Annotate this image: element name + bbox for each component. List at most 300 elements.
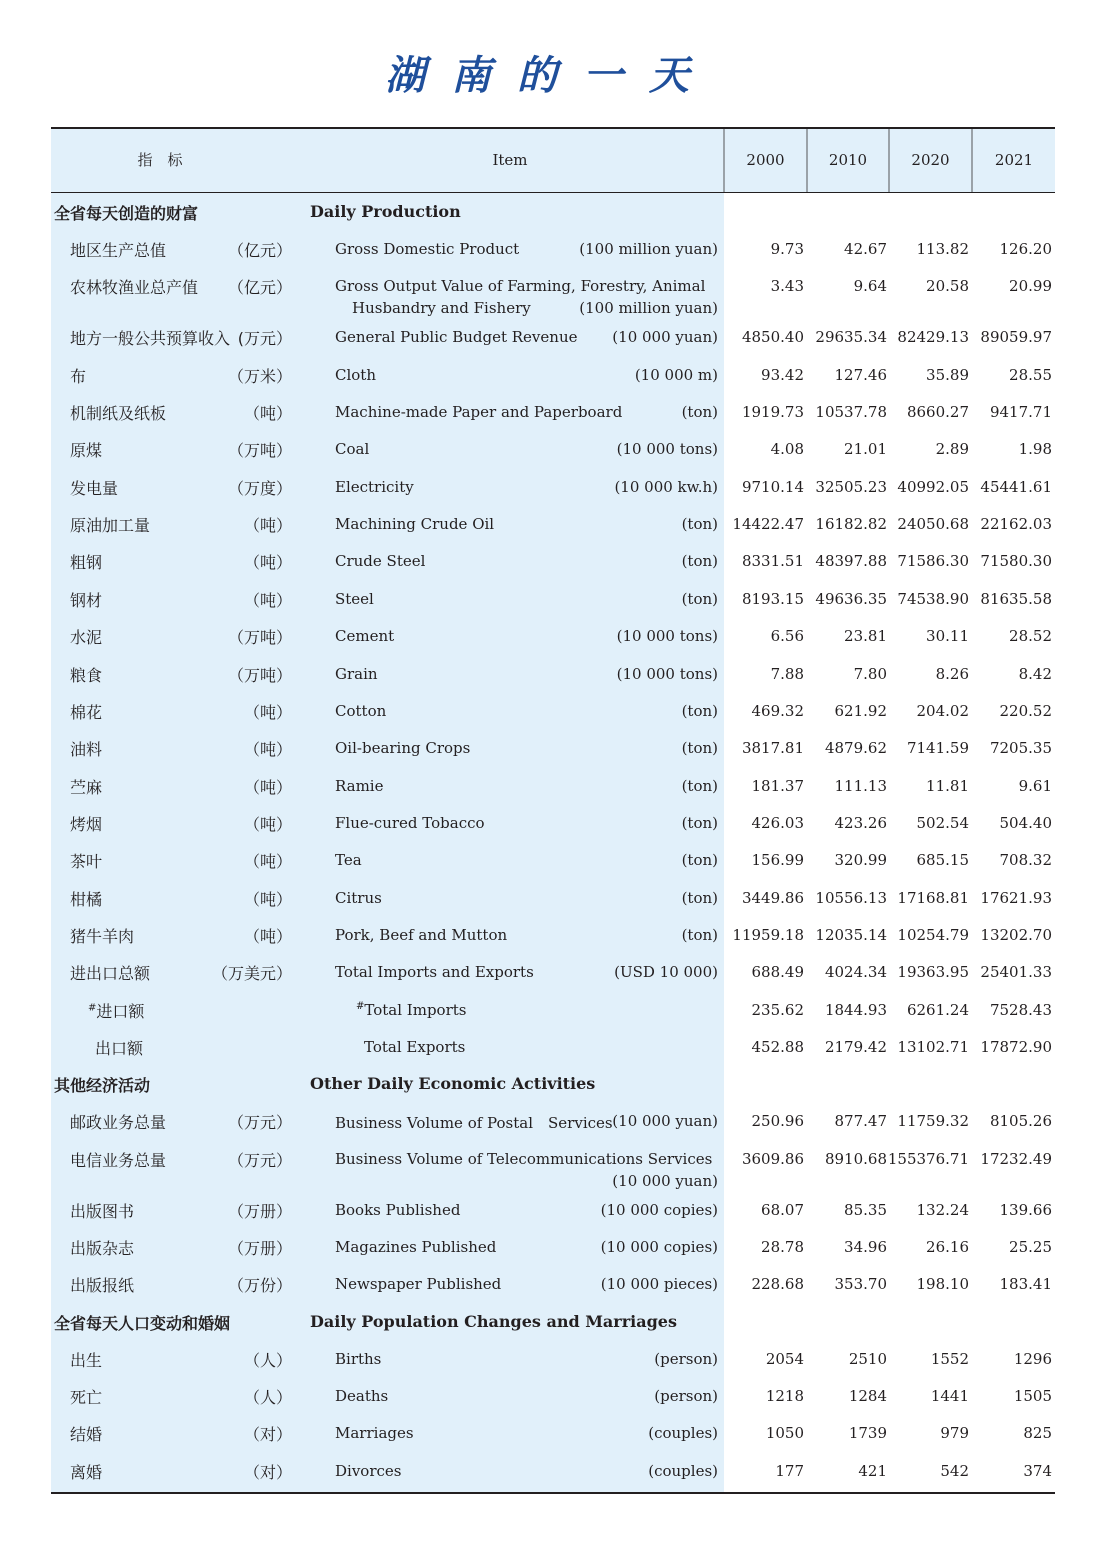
table-row — [0, 356, 1100, 393]
item-en-unit: (10 000 copies) — [600, 1238, 718, 1257]
indicator-cn-label: 发电量 — [70, 478, 119, 498]
indicator-cn — [70, 849, 102, 872]
item-en-label: Oil-bearing Crops — [335, 739, 471, 758]
item-en — [335, 552, 425, 570]
item-en-unit: (10 000 m) — [634, 365, 718, 384]
value-2020: 24050.68 — [897, 515, 969, 534]
indicator-cn-label: 出生 — [70, 1350, 103, 1370]
value-2010: 8910.68 — [824, 1149, 887, 1168]
item-en-label: Tea — [335, 851, 362, 870]
indicator-cn-unit: （万份） — [227, 1276, 292, 1296]
indicator-cn-label: 离婚 — [70, 1462, 103, 1482]
item-en — [335, 777, 383, 795]
value-2021: 504.40 — [999, 813, 1052, 832]
value-2000: 28.78 — [761, 1238, 804, 1257]
item-en — [356, 1001, 466, 1019]
section-title-cn: 全省每天人口变动和婚姻 — [54, 1313, 231, 1333]
value-2010: 29635.34 — [815, 328, 887, 347]
value-2020: 198.10 — [916, 1275, 969, 1294]
value-2010: 421 — [858, 1461, 887, 1480]
value-2000: 688.49 — [751, 963, 804, 982]
value-2000: 181.37 — [751, 776, 804, 795]
value-2021: 9.61 — [1018, 776, 1052, 795]
value-2000: 2054 — [765, 1349, 804, 1368]
item-en — [335, 963, 534, 981]
table-bottom-rule — [51, 1492, 1055, 1494]
indicator-cn — [70, 550, 102, 573]
table-row — [0, 991, 1100, 1028]
value-2021: 374 — [1023, 1461, 1052, 1480]
section-header-row — [0, 1065, 1100, 1102]
indicator-cn-unit: （吨） — [243, 889, 292, 909]
item-en — [335, 515, 494, 533]
value-2010: 49636.35 — [815, 589, 887, 608]
indicator-cn-label: 水泥 — [70, 628, 103, 648]
indicator-cn — [70, 476, 118, 499]
value-2010: 10537.78 — [815, 403, 887, 422]
indicator-cn — [70, 924, 134, 947]
item-en — [335, 889, 382, 907]
item-en-unit: (ton) — [681, 739, 718, 758]
value-2010: 353.70 — [834, 1275, 887, 1294]
indicator-cn — [70, 1385, 102, 1408]
item-en — [335, 366, 376, 384]
item-en-label: Business Volume of Postal Services — [335, 1114, 613, 1133]
item-en-unit: (10 000 yuan) — [612, 328, 718, 347]
item-en-label: Births — [335, 1349, 382, 1368]
value-2020: 20.58 — [926, 277, 969, 296]
item-en — [335, 1424, 414, 1442]
indicator-cn-label: 结婚 — [70, 1425, 103, 1445]
value-2021: 28.52 — [1009, 627, 1052, 646]
indicator-cn-unit: （对） — [243, 1425, 292, 1445]
item-en — [335, 851, 362, 869]
item-en-label: Magazines Published — [335, 1238, 497, 1257]
section-title-cn: 其他经济活动 — [54, 1076, 151, 1096]
indicator-cn-unit: （亿元） — [227, 278, 292, 298]
indicator-cn-unit: （吨） — [243, 777, 292, 797]
value-2010: 7.80 — [853, 664, 887, 683]
value-2020: 35.89 — [926, 365, 969, 384]
table-row — [0, 804, 1100, 841]
value-2000: 1050 — [765, 1424, 804, 1443]
item-en-label: Machine-made Paper and Paperboard — [335, 403, 623, 422]
value-2020: 502.54 — [916, 813, 969, 832]
indicator-cn-unit: （吨） — [243, 926, 292, 946]
table-row — [0, 1191, 1100, 1228]
indicator-cn-label: 电信业务总量 — [70, 1150, 167, 1170]
value-2021: 17621.93 — [980, 888, 1052, 907]
value-2000: 7.88 — [770, 664, 804, 683]
item-en-label: Coal — [335, 440, 370, 459]
value-2020: 155376.71 — [887, 1149, 969, 1168]
item-en-label: Electricity — [335, 477, 414, 496]
value-2010: 877.47 — [834, 1112, 887, 1131]
indicator-cn — [70, 1199, 134, 1222]
indicator-cn — [70, 364, 86, 387]
value-2020: 7141.59 — [906, 739, 969, 758]
item-en — [335, 590, 374, 608]
indicator-cn — [70, 588, 102, 611]
value-2000: 1218 — [765, 1387, 804, 1406]
value-2020: 30.11 — [926, 627, 969, 646]
value-2020: 74538.90 — [897, 589, 969, 608]
item-en-label: Steel — [335, 589, 374, 608]
indicator-cn-label: 死亡 — [70, 1388, 103, 1408]
indicator-cn-unit: （万度） — [227, 478, 292, 498]
indicator-cn-label: 进出口总额 — [70, 964, 151, 984]
value-2000: 469.32 — [751, 701, 804, 720]
indicator-cn — [70, 812, 102, 835]
indicator-cn — [70, 1148, 166, 1171]
value-2010: 21.01 — [844, 440, 887, 459]
header-year-2000: 2000 — [746, 151, 785, 169]
indicator-cn — [70, 663, 102, 686]
item-en — [364, 1038, 465, 1056]
value-2010: 621.92 — [834, 701, 887, 720]
value-2010: 10556.13 — [815, 888, 887, 907]
indicator-cn-unit: （万吨） — [227, 628, 292, 648]
value-2010: 111.13 — [834, 776, 887, 795]
value-2021: 45441.61 — [980, 477, 1052, 496]
item-en-unit: (ton) — [681, 701, 718, 720]
table-row — [0, 1377, 1100, 1414]
item-en-unit: (10 000 kw.h) — [614, 477, 718, 496]
item-en-continued: Husbandry and Fishery — [352, 299, 531, 318]
indicator-cn-label: 原油加工量 — [70, 516, 151, 536]
item-en-label: Cloth — [335, 365, 376, 384]
value-2000: 4.08 — [770, 440, 804, 459]
item-en-label: General Public Budget Revenue — [335, 328, 578, 347]
indicator-cn-unit: （亿元） — [227, 241, 292, 260]
item-en — [335, 1350, 381, 1368]
indicator-cn-label: 邮政业务总量 — [70, 1113, 167, 1133]
table-row — [0, 393, 1100, 430]
table-row — [0, 1340, 1100, 1377]
item-en — [335, 702, 386, 720]
table-row — [0, 468, 1100, 505]
indicator-cn-unit: （万米） — [227, 366, 292, 386]
note-mark: # — [356, 1000, 365, 1012]
table-row — [0, 318, 1100, 355]
header-year-2020: 2020 — [911, 151, 950, 169]
value-2000: 235.62 — [751, 1000, 804, 1019]
indicator-cn-unit: （万册） — [227, 1239, 292, 1259]
value-2000: 228.68 — [751, 1275, 804, 1294]
value-2010: 423.26 — [834, 813, 887, 832]
item-en-label: Divorces — [335, 1461, 402, 1480]
item-en — [335, 1112, 613, 1133]
value-2010: 127.46 — [834, 365, 887, 384]
value-2000: 156.99 — [751, 851, 804, 870]
indicator-cn-unit: （万元） — [227, 1113, 292, 1133]
table-row — [0, 1265, 1100, 1302]
indicator-cn-unit: （吨） — [243, 740, 292, 760]
indicator-cn — [70, 1110, 166, 1133]
item-en-label: Cement — [335, 627, 395, 646]
indicator-cn — [70, 438, 102, 461]
value-2020: 8660.27 — [906, 403, 969, 422]
value-2020: 40992.05 — [897, 477, 969, 496]
value-2020: 17168.81 — [897, 888, 969, 907]
value-2020: 113.82 — [916, 240, 969, 258]
value-2000: 426.03 — [751, 813, 804, 832]
table-row — [0, 230, 1100, 267]
item-en-label: Business Volume of Telecommunications Services — [335, 1149, 713, 1168]
value-2021: 25401.33 — [980, 963, 1052, 982]
item-en-unit: (ton) — [681, 589, 718, 608]
value-2010: 9.64 — [853, 277, 887, 296]
value-2021: 17232.49 — [980, 1149, 1052, 1168]
indicator-cn-unit: （吨） — [243, 590, 292, 610]
indicator-cn-unit: （万册） — [227, 1201, 292, 1221]
table-row — [0, 767, 1100, 804]
value-2021: 25.25 — [1009, 1238, 1052, 1257]
indicator-cn-unit: （人） — [243, 1388, 292, 1408]
indicator-cn — [70, 1460, 102, 1483]
indicator-cn-unit: （万元） — [227, 1150, 292, 1170]
indicator-cn — [70, 513, 150, 536]
item-en-label: Gross Output Value of Farming, Forestry, Animal — [335, 277, 706, 296]
item-en — [335, 739, 470, 757]
indicator-cn-label: 钢材 — [70, 590, 103, 610]
item-en-label: Flue-cured Tobacco — [335, 813, 485, 832]
page-title: 湖南的一天 — [385, 53, 715, 99]
item-en — [335, 1275, 501, 1293]
value-2010: 1284 — [848, 1387, 887, 1406]
value-2021: 22162.03 — [980, 515, 1052, 534]
value-2020: 2.89 — [935, 440, 969, 459]
indicator-cn-unit: （万美元） — [211, 964, 292, 984]
table-row — [0, 267, 1100, 325]
indicator-cn — [70, 700, 102, 723]
value-2021: 89059.97 — [980, 328, 1052, 347]
item-en-unit: (10 000 pieces) — [600, 1275, 718, 1294]
indicator-cn — [70, 775, 102, 798]
indicator-cn — [70, 961, 150, 984]
value-2000: 93.42 — [761, 365, 804, 384]
table-row — [0, 430, 1100, 467]
item-en-unit: (ton) — [681, 925, 718, 944]
value-2000: 9710.14 — [741, 477, 804, 496]
value-2021: 7205.35 — [989, 739, 1052, 758]
indicator-cn — [70, 275, 198, 298]
indicator-cn-unit: （吨） — [243, 852, 292, 872]
item-en-unit: (10 000 tons) — [616, 664, 718, 683]
indicator-cn-unit: （吨） — [243, 814, 292, 834]
item-en — [335, 1150, 712, 1168]
value-2021: 126.20 — [999, 240, 1052, 258]
section-title-en: Other Daily Economic Activities — [310, 1074, 596, 1094]
indicator-cn — [70, 1422, 102, 1445]
indicator-cn — [70, 887, 102, 910]
table-row — [0, 879, 1100, 916]
indicator-cn — [70, 1348, 102, 1371]
item-en-unit: (ton) — [681, 888, 718, 907]
item-en-unit: (ton) — [681, 403, 718, 422]
value-2021: 8.42 — [1018, 664, 1052, 683]
value-2021: 28.55 — [1009, 365, 1052, 384]
indicator-cn-unit: （吨） — [243, 404, 292, 424]
value-2000: 1919.73 — [741, 403, 804, 422]
value-2010: 4024.34 — [824, 963, 887, 982]
item-en-label: Ramie — [335, 776, 384, 795]
indicator-cn-label: 地区生产总值 — [70, 241, 167, 260]
indicator-cn-label: 烤烟 — [70, 814, 103, 834]
value-2021: 139.66 — [999, 1200, 1052, 1219]
item-en-unit: (couples) — [648, 1461, 718, 1480]
header-year-2021: 2021 — [994, 151, 1034, 169]
table-row — [0, 841, 1100, 878]
table-row — [0, 692, 1100, 729]
item-en-label: Newspaper Published — [335, 1275, 502, 1294]
value-2021: 1.98 — [1018, 440, 1052, 459]
item-en-unit: (ton) — [681, 515, 718, 534]
value-2021: 825 — [1023, 1424, 1052, 1443]
item-en — [335, 627, 394, 645]
value-2021: 13202.70 — [980, 925, 1052, 944]
indicator-cn — [70, 1273, 134, 1296]
value-2000: 11959.18 — [732, 925, 804, 944]
item-en-unit: (10 000 tons) — [616, 627, 718, 646]
indicator-cn — [88, 999, 144, 1022]
value-2000: 250.96 — [751, 1112, 804, 1131]
value-2021: 708.32 — [999, 851, 1052, 870]
item-en-label: Machining Crude Oil — [335, 515, 495, 534]
header-year-2010: 2010 — [828, 151, 868, 169]
value-2020: 132.24 — [916, 1200, 969, 1219]
value-2010: 32505.23 — [815, 477, 887, 496]
item-en-unit: (10 000 yuan) — [612, 1112, 718, 1131]
indicator-cn — [70, 238, 166, 261]
value-2010: 4879.62 — [824, 739, 887, 758]
item-en-label: Deaths — [335, 1387, 389, 1406]
item-en-unit: (couples) — [648, 1424, 718, 1443]
section-title-en: Daily Production — [310, 202, 461, 221]
value-2010: 1739 — [848, 1424, 887, 1443]
item-en-unit: (USD 10 000) — [614, 963, 718, 982]
item-en-label: Books Published — [335, 1200, 461, 1219]
indicator-cn-label: 出版图书 — [70, 1201, 135, 1221]
item-en — [335, 665, 378, 683]
indicator-cn-label: 粗钢 — [70, 553, 103, 573]
value-2010: 320.99 — [834, 851, 887, 870]
item-en-label: Total Imports and Exports — [335, 963, 534, 982]
value-2020: 26.16 — [926, 1238, 969, 1257]
value-2000: 8331.51 — [741, 552, 804, 571]
value-2021: 1505 — [1013, 1387, 1052, 1406]
item-en-label: Marriages — [335, 1424, 414, 1443]
value-2020: 1441 — [930, 1387, 969, 1406]
value-2021: 71580.30 — [980, 552, 1052, 571]
indicator-cn — [70, 401, 166, 424]
value-2020: 11759.32 — [897, 1112, 969, 1131]
value-2020: 685.15 — [916, 851, 969, 870]
indicator-cn-label: 出版报纸 — [70, 1276, 135, 1296]
value-2000: 452.88 — [751, 1038, 804, 1056]
value-2020: 542 — [940, 1461, 969, 1480]
indicator-cn-label: 进口额 — [96, 1001, 145, 1021]
value-2020: 204.02 — [916, 701, 969, 720]
value-2020: 8.26 — [935, 664, 969, 683]
note-mark: # — [88, 1002, 97, 1014]
item-en-unit: (10 000 copies) — [600, 1200, 718, 1219]
value-2000: 68.07 — [761, 1200, 804, 1219]
item-en — [335, 440, 369, 458]
value-2000: 14422.47 — [732, 515, 804, 534]
item-en-unit: (100 million yuan) — [579, 299, 718, 318]
table-row — [0, 729, 1100, 766]
value-2020: 6261.24 — [906, 1000, 969, 1019]
section-header-row — [0, 193, 1100, 230]
section-title-cn: 全省每天创造的财富 — [54, 204, 199, 223]
value-2000: 6.56 — [770, 627, 804, 646]
value-2010: 23.81 — [844, 627, 887, 646]
indicator-cn-label: 棉花 — [70, 702, 103, 722]
value-2020: 71586.30 — [897, 552, 969, 571]
indicator-cn-label: 机制纸及纸板 — [70, 404, 167, 424]
indicator-cn-unit: （吨） — [243, 553, 292, 573]
section-title-en: Daily Population Changes and Marriages — [310, 1311, 677, 1331]
item-en — [335, 403, 622, 421]
value-2020: 82429.13 — [897, 328, 969, 347]
table-row — [0, 953, 1100, 990]
item-en — [335, 478, 414, 496]
value-2010: 16182.82 — [815, 515, 887, 534]
value-2021: 9417.71 — [989, 403, 1052, 422]
indicator-cn — [70, 625, 102, 648]
value-2000: 3.43 — [770, 277, 804, 296]
item-en — [335, 1462, 401, 1480]
item-en-label: Cotton — [335, 701, 387, 720]
table-row — [0, 1414, 1100, 1451]
indicator-cn-label: 农林牧渔业总产值 — [70, 278, 199, 298]
indicator-cn-unit: (万元） — [237, 329, 292, 349]
value-2000: 9.73 — [770, 240, 804, 258]
item-en — [335, 328, 577, 346]
indicator-cn-unit: （万吨） — [227, 441, 292, 461]
value-2010: 1844.93 — [824, 1000, 887, 1019]
item-en-label: Total Imports — [364, 1000, 467, 1019]
table-row — [0, 916, 1100, 953]
item-en — [335, 1201, 460, 1219]
value-2000: 3449.86 — [741, 888, 804, 907]
value-2021: 81635.58 — [980, 589, 1052, 608]
indicator-cn-unit: （吨） — [243, 516, 292, 536]
item-en-unit: (ton) — [681, 851, 718, 870]
indicator-cn — [70, 737, 102, 760]
item-en-label: Citrus — [335, 888, 382, 907]
value-2020: 979 — [940, 1424, 969, 1443]
item-en-unit: (person) — [654, 1349, 718, 1368]
indicator-cn-label: 原煤 — [70, 441, 103, 461]
item-en-unit: (ton) — [681, 552, 718, 571]
header-indicator: 指 标 — [137, 151, 183, 169]
table-row — [0, 580, 1100, 617]
item-en-label: Gross Domestic Product — [335, 240, 520, 258]
item-en — [335, 1387, 388, 1405]
value-2010: 12035.14 — [815, 925, 887, 944]
value-2021: 7528.43 — [989, 1000, 1052, 1019]
indicator-cn-label: 苎麻 — [70, 777, 103, 797]
indicator-cn-unit: （人） — [243, 1350, 292, 1370]
table-row — [0, 505, 1100, 542]
value-2020: 19363.95 — [897, 963, 969, 982]
indicator-cn-unit: （对） — [243, 1462, 292, 1482]
table-row — [0, 542, 1100, 579]
indicator-cn-label: 猪牛羊肉 — [70, 926, 135, 946]
value-2021: 17872.90 — [980, 1038, 1052, 1056]
